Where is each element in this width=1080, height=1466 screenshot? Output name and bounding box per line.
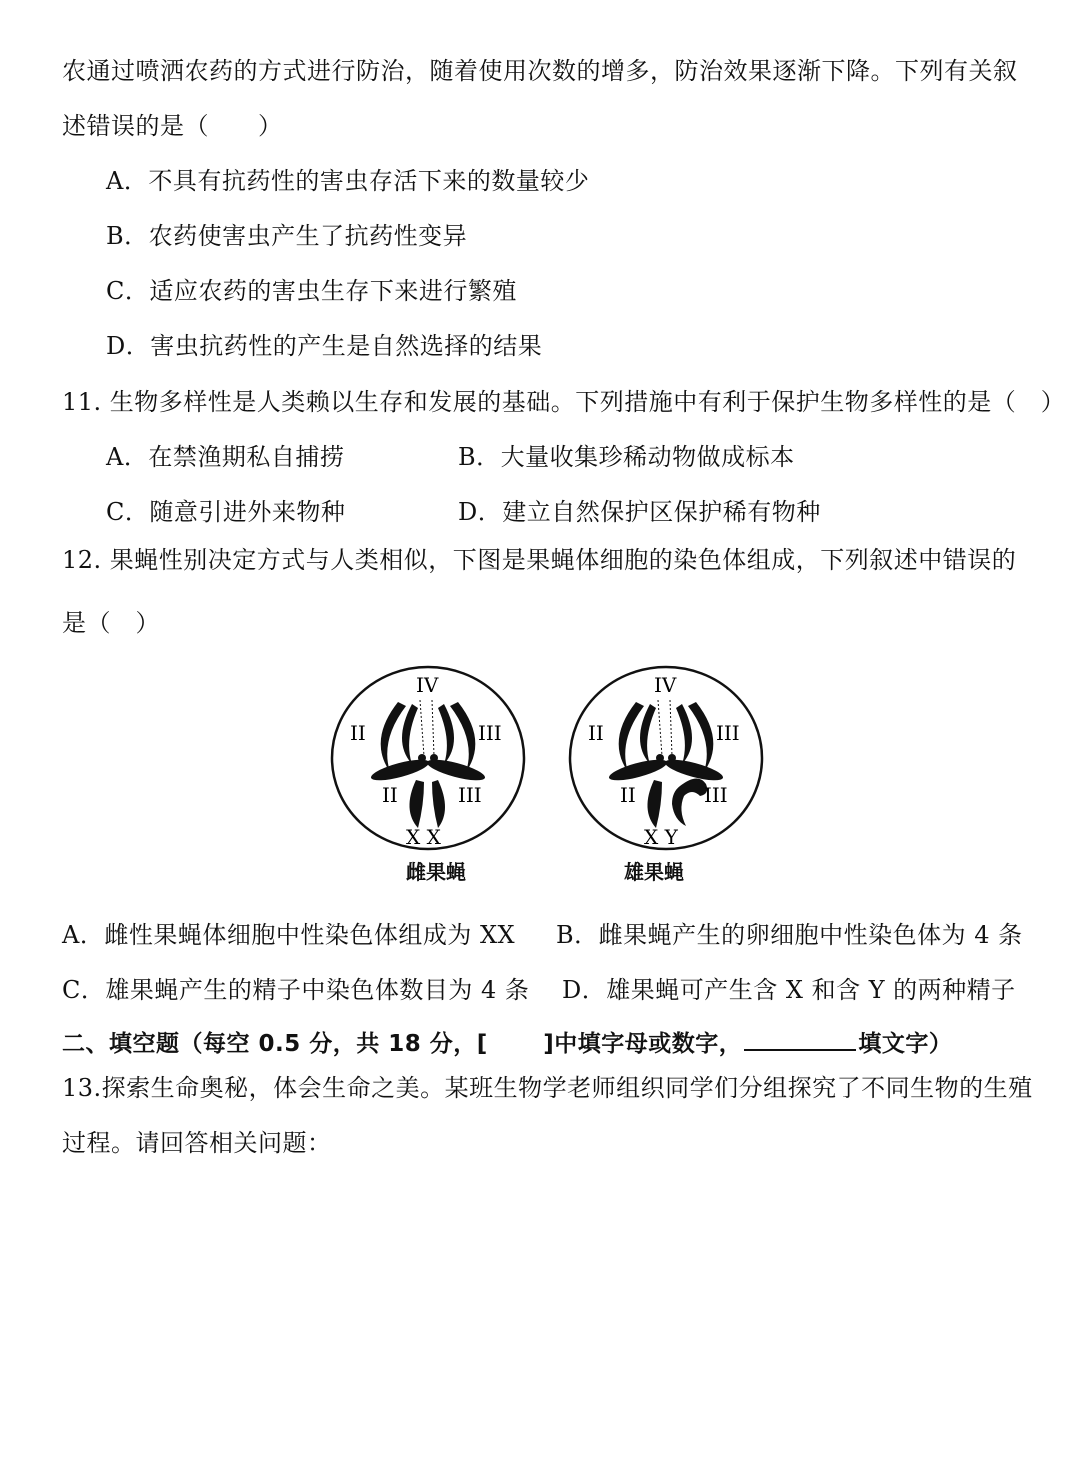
q12-option-b: B．雌果蝇产生的卵细胞中性染色体为 4 条 [556,921,1023,949]
q12-option-d: D．雄果蝇可产生含 X 和含 Y 的两种精子 [562,976,1016,1004]
fill-blank-line [744,1027,856,1051]
q11-stem: 11. 生物多样性是人类赖以生存和发展的基础。下列措施中有利于保护生物多样性的是（ ） [62,388,1066,416]
q10-stem-line2: 述错误的是（ ） [62,112,283,140]
q11-option-c: C．随意引进外来物种 [106,498,346,526]
q12-option-c: C．雄果蝇产生的精子中染色体数目为 4 条 [62,976,530,1004]
male-label-ii: II [588,721,604,745]
section2-heading-part1: 二、填空题（每空 0.5 分，共 18 分，[ ]中填字母或数字， [62,1031,743,1057]
female-cell [332,667,524,849]
q10-option-d: D．害虫抗药性的产生是自然选择的结果 [106,332,543,360]
q13-stem-line1: 13.探索生命奥秘，体会生命之美。某班生物学老师组织同学们分组探究了不同生物的生殖 [62,1074,1033,1102]
q11-option-d: D．建立自然保护区保护稀有物种 [458,498,821,526]
male-label-iv: IV [654,673,677,697]
q11-option-a: A．在禁渔期私自捕捞 [106,443,345,471]
chromosome-diagram [320,660,780,890]
male-cell [570,667,762,849]
male-caption: 雄果蝇 [624,860,684,884]
section2-heading-part2: 填文字） [858,1031,953,1057]
male-label-ii-lower: II [620,783,636,807]
female-caption: 雌果蝇 [406,860,466,884]
female-label-iv: IV [416,673,439,697]
q10-option-c: C．适应农药的害虫生存下来进行繁殖 [106,277,517,305]
q12-option-a: A．雌性果蝇体细胞中性染色体组成为 XX [62,921,516,949]
q12-stem-line2: 是（ ） [62,609,160,637]
q10-option-a: A．不具有抗药性的害虫存活下来的数量较少 [106,167,590,195]
q11-option-b: B．大量收集珍稀动物做成标本 [458,443,795,471]
female-label-iii-lower: III [458,783,482,807]
chromosome-figure [320,660,780,890]
section2-heading [62,1027,952,1059]
female-label-iii: III [478,721,502,745]
q12-stem-line1: 12. 果蝇性别决定方式与人类相似，下图是果蝇体细胞的染色体组成，下列叙述中错误的 [62,546,1017,574]
female-label-ii-lower: II [382,783,398,807]
male-label-iii: III [716,721,740,745]
female-label-ii: II [350,721,366,745]
q10-option-b: B．农药使害虫产生了抗药性变异 [106,222,468,250]
male-label-sex: X Y [644,825,678,849]
male-label-iii-lower: III [704,783,728,807]
q13-stem-line2: 过程。请回答相关问题： [62,1129,332,1157]
female-label-sex: X X [406,825,441,849]
q10-stem-line1: 农通过喷洒农药的方式进行防治，随着使用次数的增多，防治效果逐渐下降。下列有关叙 [62,57,1018,85]
